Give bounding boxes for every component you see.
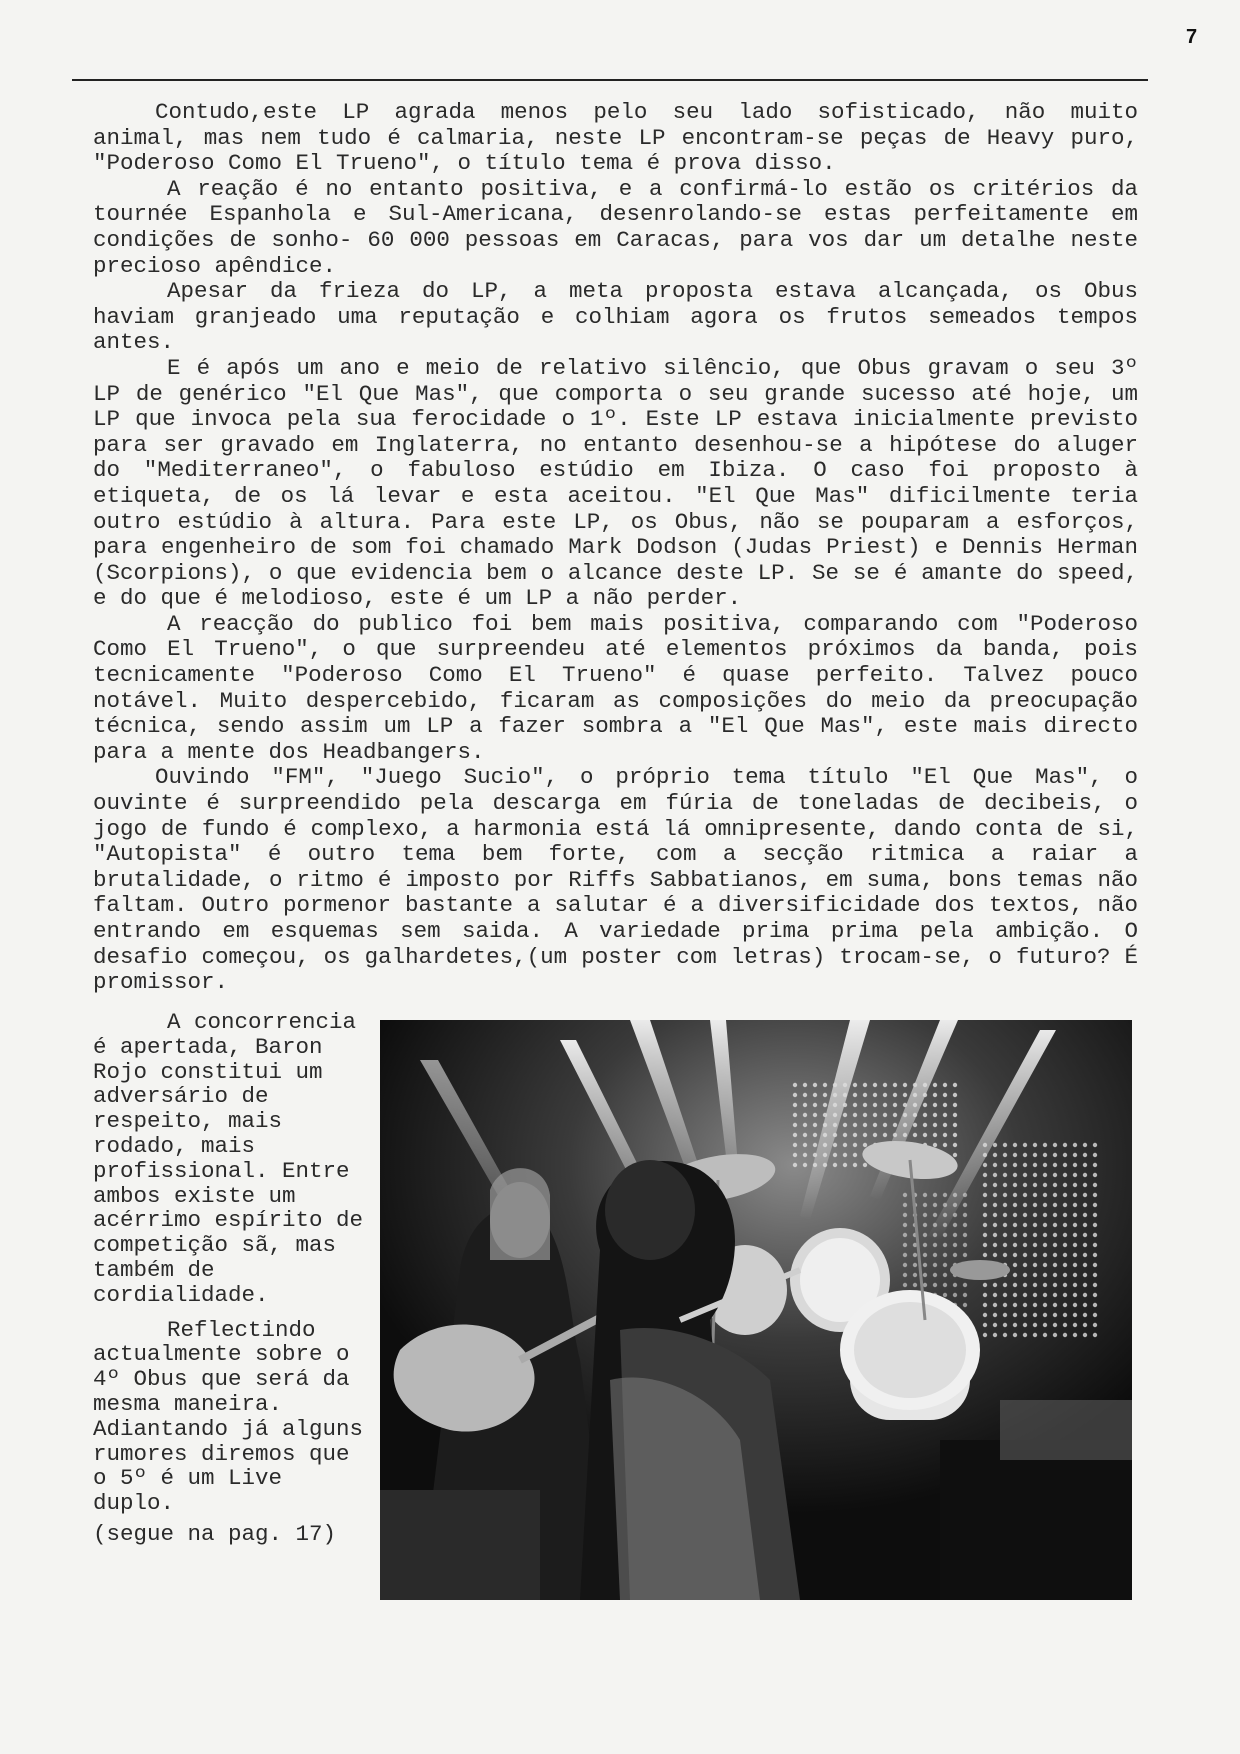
article-main-text bbox=[93, 100, 1138, 996]
continuation-note: (segue na pag. 17) bbox=[93, 1520, 337, 1547]
header-rule bbox=[72, 79, 1148, 81]
concert-photo bbox=[380, 1020, 1132, 1600]
paragraph: A reação é no entanto positiva, e a confirmá-lo estão os critérios da tournée Espanhola e Sul-Americana, desenrolando-se estas perfeitamente em condições de sonho- 60 000 pessoas em Caracas, para vos dar um detalhe neste precioso apêndice. bbox=[93, 175, 1138, 279]
side-paragraph: A concorrencia é apertada, Baron Rojo constitui um adversário de respeito, mais rodado, mais profissional. Entre ambos existe um acérrimo espírito de competição sã, mas também de cordialidade. bbox=[93, 1009, 364, 1308]
paragraph: Apesar da frieza do LP, a meta proposta estava alcançada, os Obus haviam granjeado uma reputação e colhiam agora os frutos semeados tempos antes. bbox=[93, 278, 1138, 356]
paragraph: A reacção do publico foi bem mais positiva, comparando com "Poderoso Como El Trueno", o que surpreendeu até elementos próximos da banda, pois tecnicamente "Poderoso Como El Trueno" é quase perfeito. Talvez pouco notável. Muito despercebido, ficaram as composições do meio da preocupação técnica, sendo assim um LP a fazer sombra a "El Que Mas", este mais directo para a mente dos Headbangers. bbox=[93, 610, 1138, 765]
article-side-column bbox=[93, 1010, 365, 1547]
page-number: 7 bbox=[1186, 26, 1198, 48]
paragraph: E é após um ano e meio de relativo silêncio, que Obus gravam o seu 3º LP de genérico "El Que Mas", que comporta o seu grande sucesso até hoje, um LP que invoca pela sua ferocidade o 1º. Este LP estava inicialmente previsto para ser gravado em Inglaterra, no entanto desenhou-se a hipótese do aluger do "Mediterraneo", o fabuloso estúdio em Ibiza. O caso foi proposto à etiqueta, de os lá levar e esta aceitou. "El Que Mas" dificilmente teria outro estúdio à altura. Para este LP, os Obus, não se pouparam a esforços, para engenheiro de som foi chamado Mark Dodson (Judas Priest) e Dennis Herman (Scorpions), o que evidencia bem o alcance deste LP. Se se é amante do speed, e do que é melodioso, este é um LP a não perder. bbox=[93, 354, 1138, 612]
paragraph: Ouvindo "FM", "Juego Sucio", o próprio tema título "El Que Mas", o ouvinte é surpreendido pela descarga em fúria de toneladas de decibeis, o jogo de fundo é complexo, a harmonia está lá omnipresente, dando conta de si, "Autopista" é outro tema bem forte, com a secção ritmica a raiar a brutalidade, o ritmo é imposto por Riffs Sabbatianos, em suma, bons temas não faltam. Outro pormenor bastante a salutar é a diversificidade dos textos, não entrando em esquemas sem saida. A variedade prima prima pela ambição. O desafio começou, os galhardetes,(um poster com letras) trocam-se, o futuro? É promissor. bbox=[93, 764, 1138, 996]
side-paragraph: Reflectindo actualmente sobre o 4º Obus que será da mesma maneira. Adiantando já alguns rumores diremos que o 5º é um Live duplo. bbox=[93, 1316, 364, 1517]
paragraph: Contudo,este LP agrada menos pelo seu lado sofisticado, não muito animal, mas nem tudo é calmaria, neste LP encontram-se peças de Heavy puro, "Poderoso Como El Trueno", o título tema é prova disso. bbox=[93, 99, 1138, 177]
